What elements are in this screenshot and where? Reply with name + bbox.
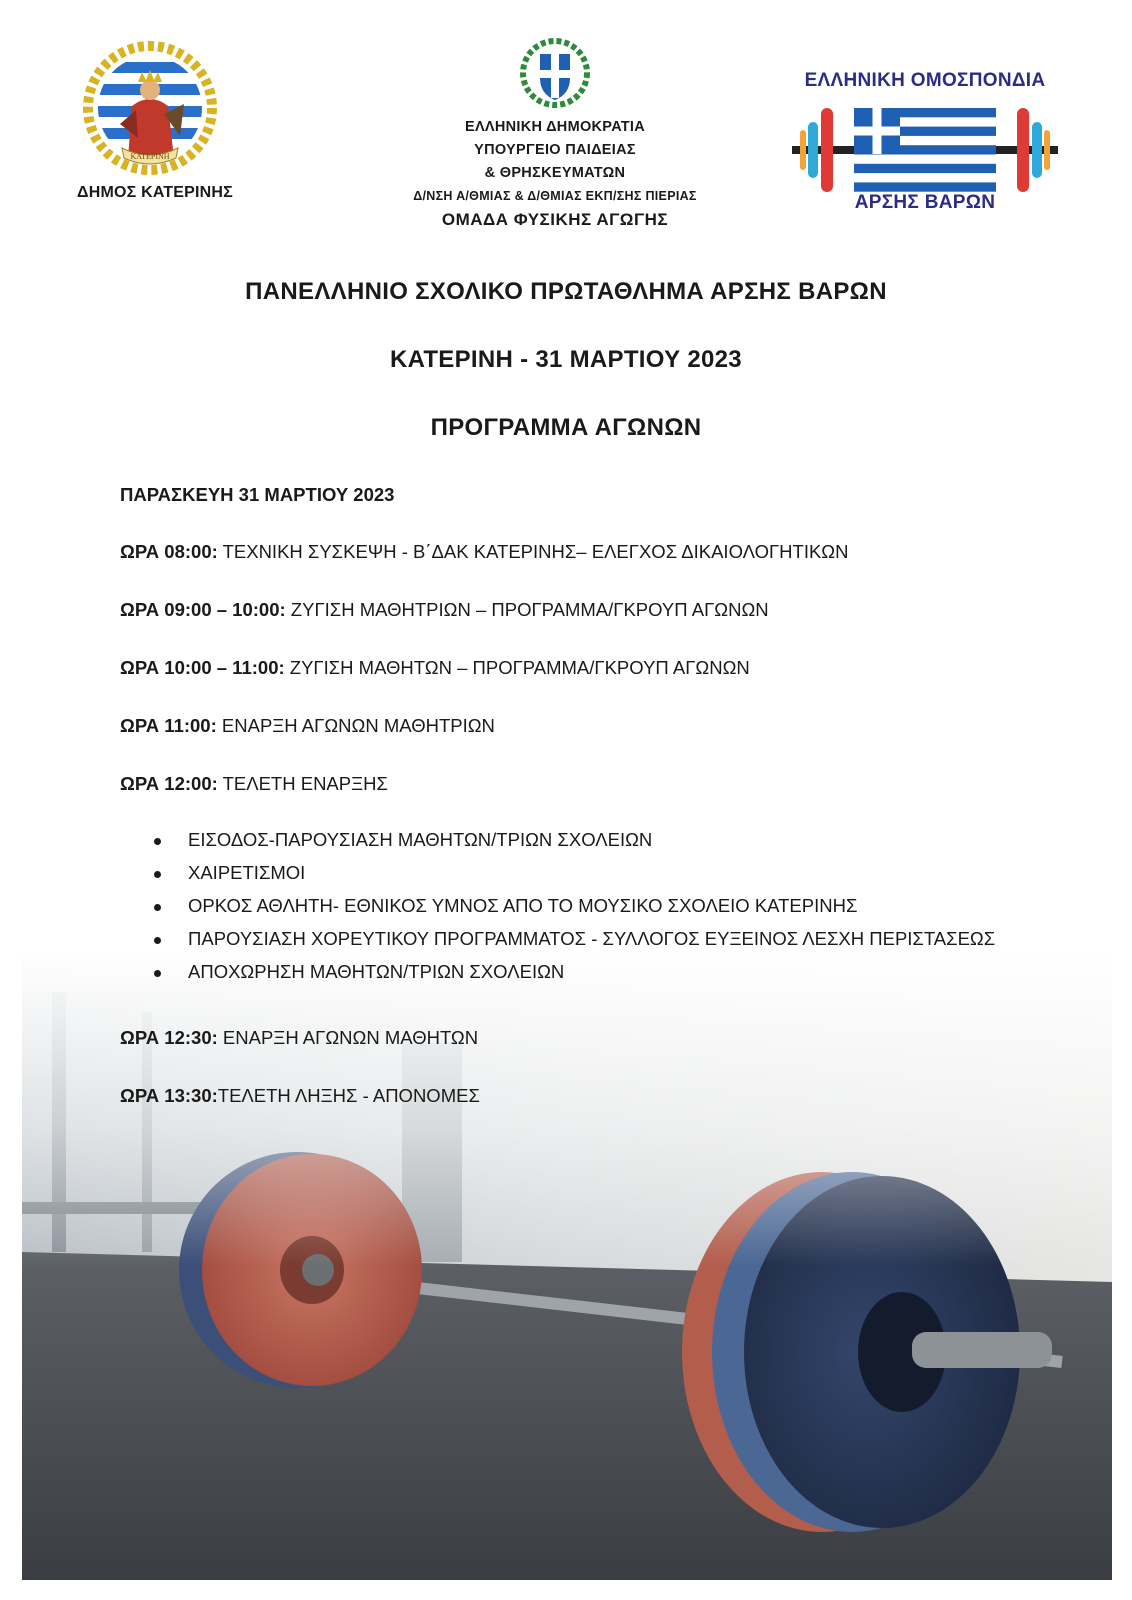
schedule-time: ΩΡΑ 11:00: xyxy=(120,715,217,736)
ministry-line-1: ΕΛΛΗΝΙΚΗ ΔΗΜΟΚΡΑΤΙΑ xyxy=(464,119,646,135)
schedule-text: ΤΕΛΕΤΗ ΛΗΞΗΣ - ΑΠΟΝΟΜΕΣ xyxy=(217,1085,480,1106)
schedule-time: ΩΡΑ 10:00 – 11:00: xyxy=(120,657,285,678)
list-item: ΠΑΡΟΥΣΙΑΣΗ ΧΟΡΕΥΤΙΚΟΥ ΠΡΟΓΡΑΜΜΑΤΟΣ - ΣΥΛΛΟΓΟΣ ΕΥΞΕΙΝΟΣ ΛΕΣΧΗ ΠΕΡΙΣΤΑΣΕΩΣ xyxy=(120,928,995,961)
schedule-time: ΩΡΑ 13:30: xyxy=(120,1085,218,1106)
schedule-item xyxy=(120,599,769,621)
schedule-time: ΩΡΑ 12:30: xyxy=(120,1027,218,1048)
schedule-time: ΩΡΑ 12:00: xyxy=(120,773,218,794)
event-title: ΠΑΝΕΛΛΗΝΙΟ ΣΧΟΛΙΚΟ ΠΡΩΤΑΘΛΗΜΑ ΑΡΣΗΣ ΒΑΡΩΝ xyxy=(245,278,887,305)
schedule-day: ΠΑΡΑΣΚΕΥΗ 31 ΜΑΡΤΙΟΥ 2023 xyxy=(120,484,395,505)
federation-title: ΕΛΛΗΝΙΚΗ ΟΜΟΣΠΟΝΔΙΑ xyxy=(804,70,1046,91)
list-item: ΧΑΙΡΕΤΙΣΜΟΙ xyxy=(120,862,995,895)
program-title: ΠΡΟΓΡΑΜΜΑ ΑΓΩΝΩΝ xyxy=(430,414,702,441)
ministry-line-2: ΥΠΟΥΡΓΕΙΟ ΠΑΙΔΕΙΑΣ xyxy=(474,142,636,158)
ministry-line-3: & ΘΡΗΣΚΕΥΜΑΤΩΝ xyxy=(484,165,626,181)
schedule-text: ΕΝΑΡΞΗ ΑΓΩΝΩΝ ΜΑΘΗΤΩΝ xyxy=(217,1027,479,1048)
schedule-item xyxy=(120,657,750,679)
schedule-text: ΖΥΓΙΣΗ ΜΑΘΗΤΡΙΩΝ – ΠΡΟΓΡΑΜΜΑ/ΓΚΡΟΥΠ ΑΓΩΝΩΝ xyxy=(285,599,769,620)
ministry-line-5: ΟΜΑΔΑ ΦΥΣΙΚΗΣ ΑΓΩΓΗΣ xyxy=(441,210,669,229)
list-item: ΟΡΚΟΣ ΑΘΛΗΤΗ- ΕΘΝΙΚΟΣ ΥΜΝΟΣ ΑΠΟ ΤΟ ΜΟΥΣΙΚΟ ΣΧΟΛΕΙΟ ΚΑΤΕΡΙΝΗΣ xyxy=(120,895,995,928)
schedule-item xyxy=(120,773,388,795)
schedule-item xyxy=(120,541,849,563)
federation-barbell-logo xyxy=(792,102,1058,198)
schedule-text: ΤΕΛΕΤΗ ΕΝΑΡΞΗΣ xyxy=(217,773,388,794)
municipality-caption: ΔΗΜΟΣ ΚΑΤΕΡΙΝΗΣ xyxy=(77,184,233,201)
ministry-line-4: Δ/ΝΣΗ Α/ΘΜΙΑΣ & Δ/ΘΜΙΑΣ ΕΚΠ/ΣΗΣ ΠΙΕΡΙΑΣ xyxy=(413,189,697,203)
municipality-logo-text: ΚΑΤΕΡΙΝΗ xyxy=(130,152,170,161)
list-item: ΑΠΟΧΩΡΗΣΗ ΜΑΘΗΤΩΝ/ΤΡΙΩΝ ΣΧΟΛΕΙΩΝ xyxy=(120,961,995,994)
municipality-logo xyxy=(80,40,220,180)
greek-coat-of-arms-icon xyxy=(520,38,590,108)
schedule-item xyxy=(120,715,495,737)
federation-subtitle: ΑΡΣΗΣ ΒΑΡΩΝ xyxy=(854,192,996,213)
list-item: ΕΙΣΟΔΟΣ-ΠΑΡΟΥΣΙΑΣΗ ΜΑΘΗΤΩΝ/ΤΡΙΩΝ ΣΧΟΛΕΙΩΝ xyxy=(120,829,995,862)
schedule-time: ΩΡΑ 08:00: xyxy=(120,541,218,562)
event-place-date: ΚΑΤΕΡΙΝΗ - 31 ΜΑΡΤΙΟΥ 2023 xyxy=(390,346,742,373)
ministry-header xyxy=(340,116,770,233)
schedule-item xyxy=(120,1085,480,1107)
schedule-text: ΖΥΓΙΣΗ ΜΑΘΗΤΩΝ – ΠΡΟΓΡΑΜΜΑ/ΓΚΡΟΥΠ ΑΓΩΝΩΝ xyxy=(284,657,750,678)
schedule-text: ΕΝΑΡΞΗ ΑΓΩΝΩΝ ΜΑΘΗΤΡΙΩΝ xyxy=(216,715,495,736)
schedule-text: ΤΕΧΝΙΚΗ ΣΥΣΚΕΨΗ - Β΄ΔΑΚ ΚΑΤΕΡΙΝΗΣ– ΕΛΕΓΧΟΣ ΔΙΚΑΙΟΛΟΓΗΤΙΚΩΝ xyxy=(217,541,849,562)
schedule-time: ΩΡΑ 09:00 – 10:00: xyxy=(120,599,286,620)
ceremony-bullet-list xyxy=(120,829,995,994)
schedule-item xyxy=(120,1027,478,1049)
